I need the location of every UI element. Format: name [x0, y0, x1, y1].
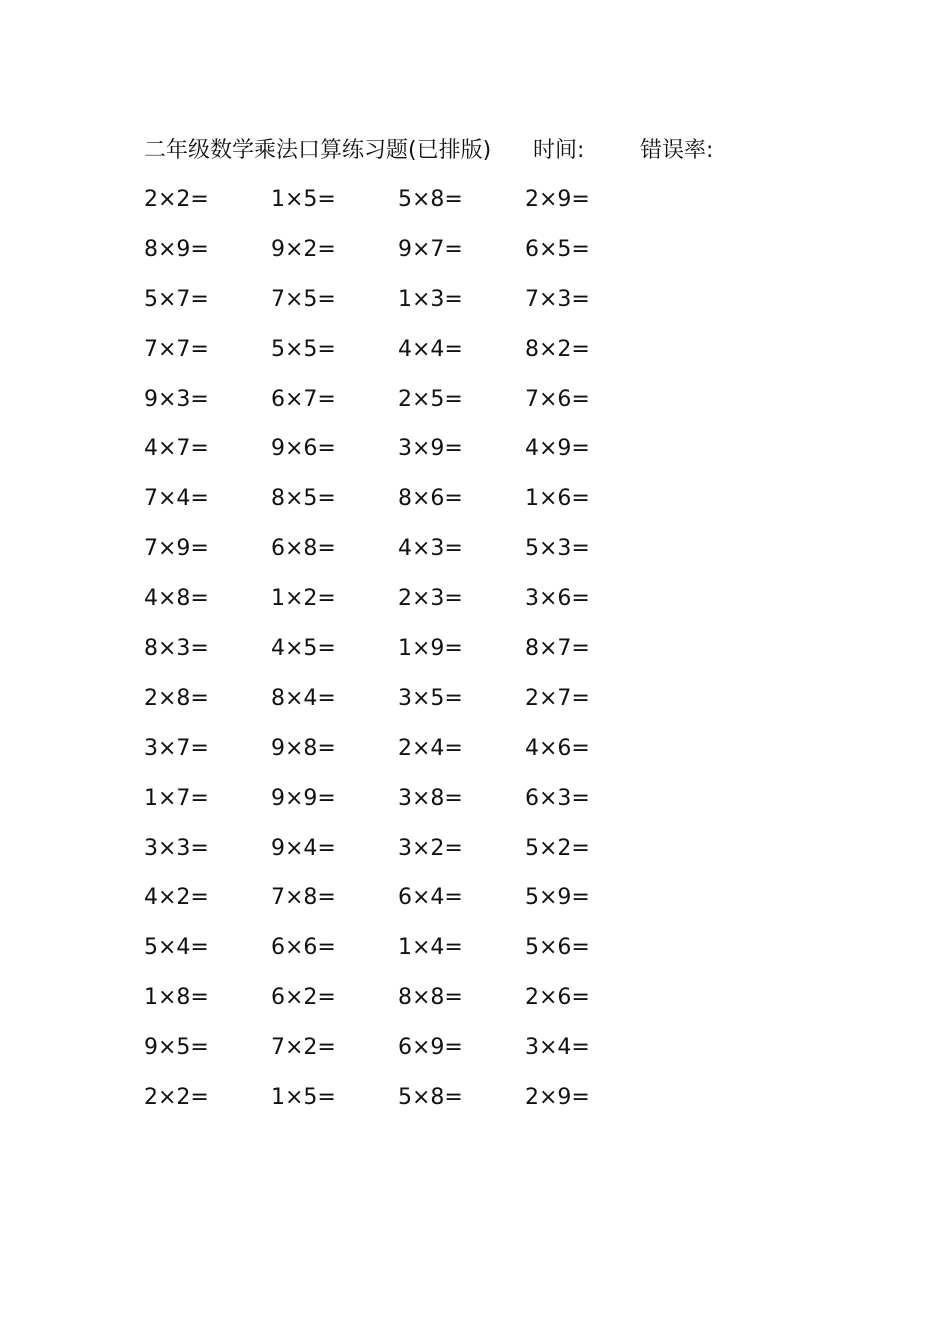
problem-item: 6×9=	[398, 1035, 463, 1061]
problem-item: 1×8=	[144, 985, 209, 1011]
problem-item: 4×5=	[271, 636, 336, 662]
problem-item: 3×2=	[398, 835, 463, 861]
problem-item: 6×8=	[271, 536, 336, 562]
problem-item: 6×5=	[525, 236, 590, 262]
problem-item: 1×7=	[144, 785, 209, 811]
problem-item: 2×8=	[144, 685, 209, 711]
problem-row	[144, 931, 704, 981]
problem-item: 5×8=	[398, 1085, 463, 1111]
problem-item: 3×5=	[398, 685, 463, 711]
problem-row	[144, 1031, 704, 1081]
problem-item: 5×3=	[525, 536, 590, 562]
problem-item: 1×2=	[271, 586, 336, 612]
problem-item: 9×8=	[271, 735, 336, 761]
problem-item: 6×3=	[525, 785, 590, 811]
problem-item: 5×8=	[398, 187, 463, 212]
error-rate-label: 错误率:	[640, 138, 714, 163]
problem-item: 1×6=	[525, 486, 590, 512]
problem-item: 7×2=	[271, 1035, 336, 1061]
worksheet-title: 二年级数学乘法口算练习题(已排版)	[144, 138, 492, 163]
problem-row	[144, 383, 704, 433]
problem-item: 4×6=	[525, 735, 590, 761]
problem-row	[144, 832, 704, 882]
problem-item: 4×2=	[144, 885, 209, 911]
problem-item: 1×4=	[398, 935, 463, 961]
problem-item: 7×8=	[271, 885, 336, 911]
problem-item: 5×6=	[525, 935, 590, 961]
problem-item: 9×2=	[271, 236, 336, 262]
problem-item: 8×8=	[398, 985, 463, 1011]
problem-item: 9×9=	[271, 785, 336, 811]
problem-row	[144, 881, 704, 931]
worksheet-header	[144, 134, 844, 168]
problem-item: 6×4=	[398, 885, 463, 911]
problem-item: 1×5=	[271, 187, 336, 212]
problem-item: 7×6=	[525, 386, 590, 412]
problem-row	[144, 1081, 704, 1131]
problem-item: 1×3=	[398, 286, 463, 312]
problem-item: 7×3=	[525, 286, 590, 312]
problem-row	[144, 782, 704, 832]
problem-item: 2×3=	[398, 586, 463, 612]
problem-item: 4×3=	[398, 536, 463, 562]
problem-item: 2×4=	[398, 735, 463, 761]
problem-item: 4×9=	[525, 436, 590, 462]
problem-row	[144, 233, 704, 283]
problem-item: 2×2=	[144, 187, 209, 212]
problem-item: 7×7=	[144, 336, 209, 362]
problem-item: 4×4=	[398, 336, 463, 362]
problem-item: 2×2=	[144, 1085, 209, 1111]
problem-item: 9×4=	[271, 835, 336, 861]
problem-item: 5×9=	[525, 885, 590, 911]
problem-item: 8×5=	[271, 486, 336, 512]
problem-item: 8×9=	[144, 236, 209, 262]
problem-item: 5×2=	[525, 835, 590, 861]
problem-item: 1×5=	[271, 1085, 336, 1111]
time-label: 时间:	[533, 138, 585, 163]
problem-row	[144, 682, 704, 732]
problem-row	[144, 632, 704, 682]
problem-item: 2×7=	[525, 685, 590, 711]
problem-item: 5×7=	[144, 286, 209, 312]
problem-item: 9×3=	[144, 386, 209, 412]
problem-row	[144, 482, 704, 532]
problem-item: 2×9=	[525, 1085, 590, 1111]
problem-item: 3×6=	[525, 586, 590, 612]
problem-row	[144, 283, 704, 333]
problem-row	[144, 333, 704, 383]
problem-item: 2×6=	[525, 985, 590, 1011]
problem-row	[144, 732, 704, 782]
problem-item: 8×3=	[144, 636, 209, 662]
problem-item: 4×7=	[144, 436, 209, 462]
problem-row	[144, 582, 704, 632]
problem-item: 6×6=	[271, 935, 336, 961]
problem-item: 7×9=	[144, 536, 209, 562]
problem-item: 2×9=	[525, 187, 590, 212]
problem-item: 6×7=	[271, 386, 336, 412]
problem-item: 5×4=	[144, 935, 209, 961]
problem-item: 9×6=	[271, 436, 336, 462]
problem-item: 5×5=	[271, 336, 336, 362]
problem-row	[144, 981, 704, 1031]
problem-item: 3×4=	[525, 1035, 590, 1061]
problem-item: 7×4=	[144, 486, 209, 512]
problem-item: 7×5=	[271, 286, 336, 312]
problem-item: 8×4=	[271, 685, 336, 711]
problem-item: 3×7=	[144, 735, 209, 761]
problem-item: 8×6=	[398, 486, 463, 512]
problem-item: 4×8=	[144, 586, 209, 612]
problem-item: 9×7=	[398, 236, 463, 262]
problem-row	[144, 432, 704, 482]
problem-item: 9×5=	[144, 1035, 209, 1061]
problem-row	[144, 532, 704, 582]
problem-row	[144, 183, 704, 233]
problem-grid	[144, 183, 704, 1131]
problem-item: 8×7=	[525, 636, 590, 662]
problem-item: 8×2=	[525, 336, 590, 362]
problem-item: 6×2=	[271, 985, 336, 1011]
problem-item: 3×3=	[144, 835, 209, 861]
problem-item: 1×9=	[398, 636, 463, 662]
problem-item: 3×9=	[398, 436, 463, 462]
problem-item: 2×5=	[398, 386, 463, 412]
problem-item: 3×8=	[398, 785, 463, 811]
